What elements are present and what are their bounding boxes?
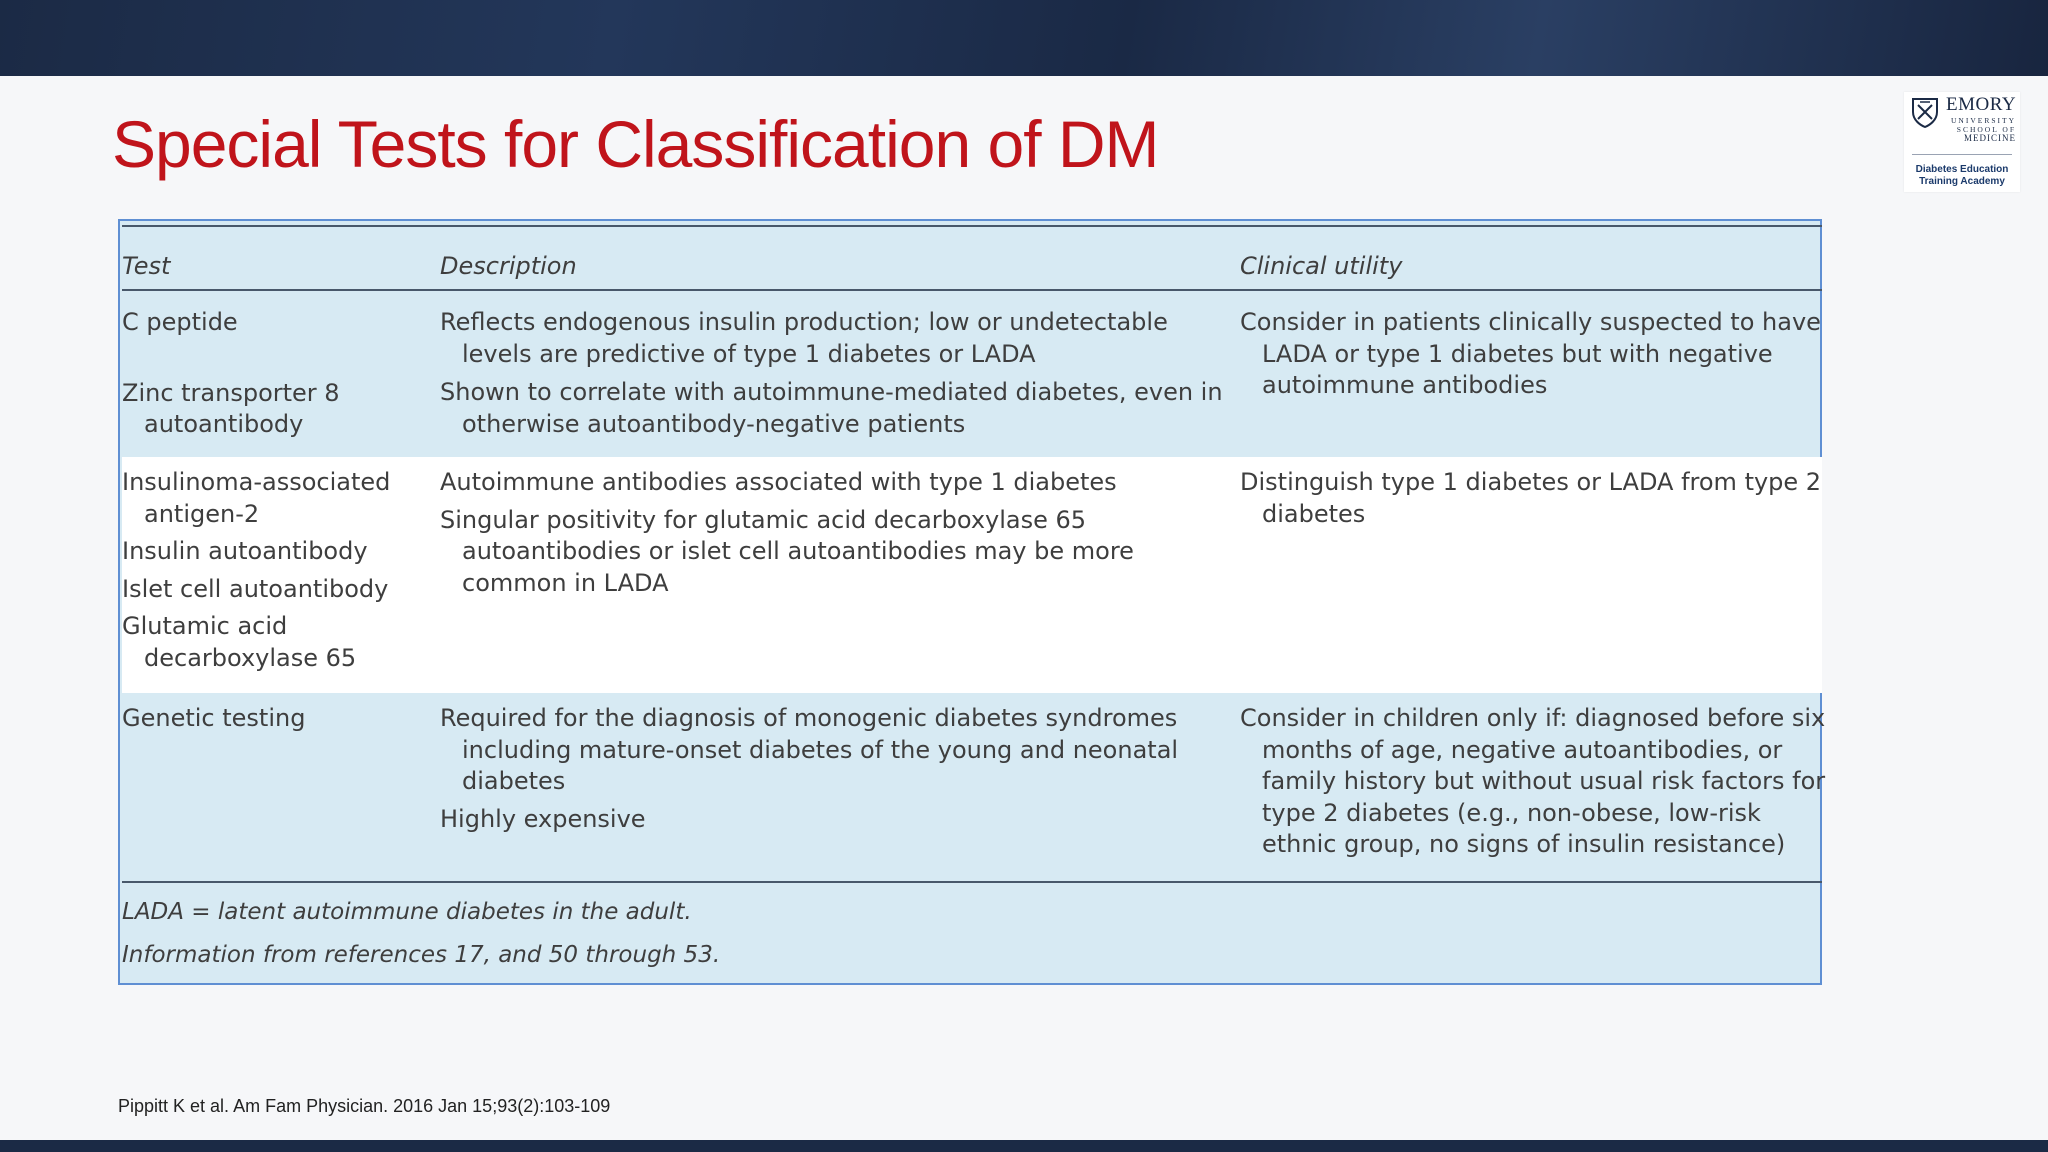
source-citation: Pippitt K et al. Am Fam Physician. 2016 Jan 15;93(2):103-109 (118, 1096, 611, 1116)
row-1-tests (122, 307, 432, 441)
table-header-row (122, 251, 1822, 291)
table-row (122, 457, 1822, 693)
slide-title: Special Tests for Classification of DM (112, 107, 1159, 181)
row-1-utility (1240, 307, 1830, 402)
test-name: Glutamic acid decarboxylase 65 (122, 612, 357, 672)
footnote-lada: LADA = latent autoimmune diabetes in the adult. (122, 899, 692, 925)
table-row (122, 307, 1822, 457)
footnote-references: Information from references 17, and 50 through 53. (122, 942, 721, 968)
logo-divider (1912, 154, 2012, 155)
utility-text: Distinguish type 1 diabetes or LADA from type 2 diabetes (1240, 468, 1822, 528)
test-name: C peptide (122, 308, 238, 336)
logo-academy-line-2: Training Academy (1919, 176, 2005, 187)
row-2-utility (1240, 467, 1830, 530)
test-name: Islet cell autoantibody (122, 574, 389, 603)
utility-text: Consider in children only if: diagnosed before six months of age, negative autoantibodies, or family history but without usual risk factors for type 2 diabetes (e.g., non-obese, low-risk ethnic group, no signs of insulin resistance) (1240, 704, 1826, 858)
logo-name: EMORY (1946, 94, 2017, 115)
header-test: Test (122, 252, 171, 280)
description-text: Autoimmune antibodies associated with type 1 diabetes (440, 468, 1117, 496)
logo-academy-line-1: Diabetes Education (1915, 164, 2009, 175)
row-3-utility (1240, 703, 1830, 861)
table-top-rule (122, 225, 1822, 227)
row-2-tests (122, 467, 432, 674)
utility-text: Consider in patients clinically suspected to have LADA or type 1 diabetes but with negative autoimmune antibodies (1240, 308, 1821, 399)
logo-line-1: UNIVERSITY (1951, 116, 2016, 125)
header-utility: Clinical utility (1240, 252, 1403, 280)
top-banner (0, 0, 2048, 76)
logo-line-3: MEDICINE (1964, 133, 2016, 143)
test-name: Genetic testing (122, 704, 306, 732)
row-2-descriptions (440, 467, 1230, 599)
row-3-tests (122, 703, 432, 735)
classification-table (118, 219, 1826, 985)
logo-line-2: SCHOOL OF (1956, 125, 2016, 134)
row-3-descriptions (440, 703, 1230, 835)
header-description: Description (440, 252, 577, 280)
table-footer-rule (122, 881, 1822, 883)
table-header-rule (122, 289, 1822, 291)
emory-logo (1904, 92, 2020, 192)
description-text: Singular positivity for glutamic acid decarboxylase 65 autoantibodies or islet cell autoantibodies may be more common in LADA (440, 505, 1134, 597)
table-row (122, 693, 1826, 879)
test-name: Insulinoma-associated antigen-2 (122, 468, 391, 528)
row-1-descriptions (440, 307, 1230, 440)
test-name: Insulin autoantibody (122, 537, 368, 565)
bottom-banner (0, 1140, 2048, 1152)
description-text: Reflects endogenous insulin production; low or undetectable levels are predictive of type 1 diabetes or LADA (440, 308, 1168, 368)
description-text: Shown to correlate with autoimmune-mediated diabetes, even in otherwise autoantibody-negative patients (440, 378, 1223, 438)
description-text: Required for the diagnosis of monogenic diabetes syndromes including mature-onset diabetes of the young and neonatal diabetes (440, 704, 1179, 795)
description-text: Highly expensive (440, 804, 646, 833)
emory-shield-icon (1910, 96, 1940, 132)
test-name: Zinc transporter 8 autoantibody (122, 378, 340, 438)
